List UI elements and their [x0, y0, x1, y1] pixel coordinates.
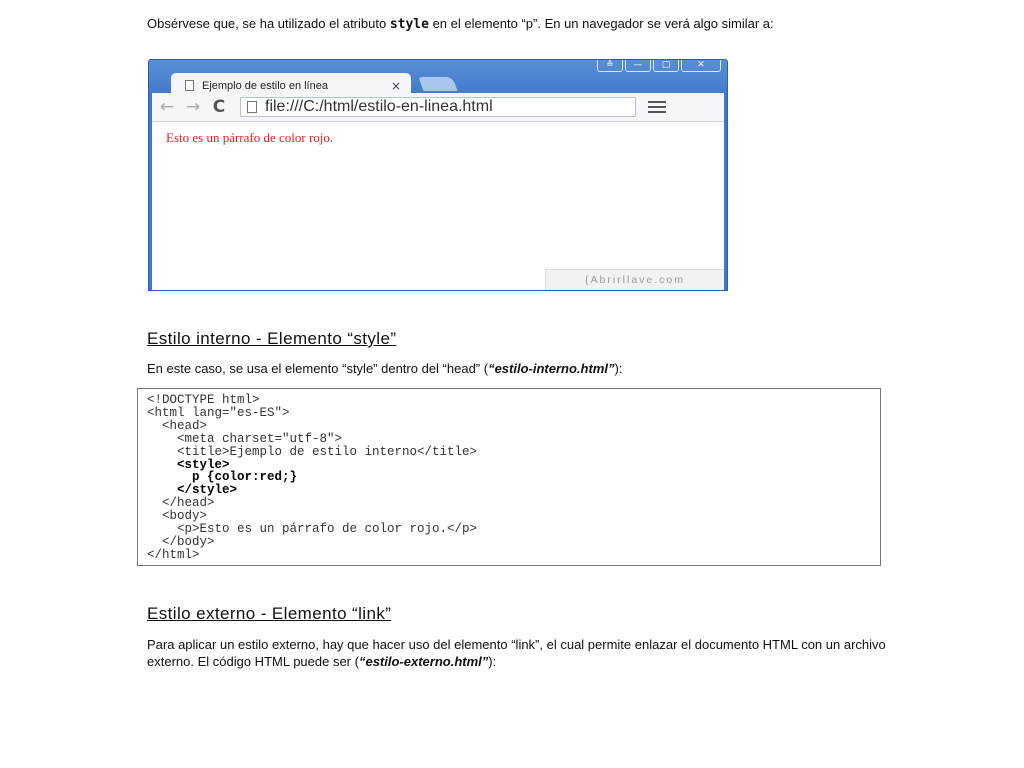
code-line: <!DOCTYPE html> — [147, 393, 260, 407]
code-line: <title>Ejemplo de estilo interno</title> — [147, 444, 478, 459]
code-listing — [147, 394, 880, 562]
watermark: {Abrirllave.com — [545, 269, 724, 290]
code-line: <body> — [147, 509, 208, 524]
section2-text-after: ): — [488, 653, 497, 669]
window-controls — [595, 60, 721, 74]
intro-text-after: en el elemento “p”. En un navegador se verá algo similar a: — [428, 16, 774, 31]
tab-title: Ejemplo de estilo en línea — [202, 79, 328, 92]
intro-paragraph — [147, 16, 887, 34]
minimize-icon: — — [625, 60, 651, 72]
code-line: </head> — [147, 496, 215, 511]
address-bar — [240, 97, 636, 117]
browser-tab — [171, 73, 411, 95]
code-block — [137, 388, 881, 566]
back-arrow-icon: ← — [159, 97, 175, 117]
tab-close-icon: × — [390, 78, 401, 93]
section2-text-before: Para aplicar un estilo externo, hay que hacer uso del elemento “link”, el cual permite enlazar el documento HTML con un archivo externo. El código HTML puede ser ( — [147, 637, 886, 669]
section1-text-before: En este caso, se usa el elemento “style” dentro del “head” ( — [147, 361, 489, 376]
section1-text-after: ): — [614, 361, 623, 376]
new-tab-icon — [418, 77, 457, 91]
user-icon: ≙ — [597, 60, 623, 72]
menu-icon — [648, 101, 666, 113]
section2-paragraph — [147, 637, 887, 670]
forward-arrow-icon: → — [185, 97, 201, 117]
address-url: file:///C:/html/estilo-en-linea.html — [265, 98, 493, 115]
browser-screenshot — [148, 59, 728, 291]
reload-icon: C — [212, 97, 226, 117]
code-line: <meta charset="utf-8"> — [147, 431, 343, 446]
maximize-icon: ▢ — [653, 60, 679, 72]
section1-filename: “estilo-interno.html” — [488, 361, 615, 376]
code-line: <style> — [147, 457, 230, 472]
code-line: </body> — [147, 534, 215, 549]
code-line: </html> — [147, 547, 200, 562]
page-icon — [247, 101, 257, 113]
code-line: </style> — [147, 483, 238, 498]
code-line: <html lang="es-ES"> — [147, 405, 290, 420]
red-paragraph: Esto es un párrafo de color rojo. — [166, 130, 334, 145]
section1-paragraph — [147, 361, 887, 378]
code-line: p {color:red;} — [147, 470, 298, 485]
code-line: <head> — [147, 418, 208, 433]
section2-filename: “estilo-externo.html” — [358, 653, 489, 669]
browser-toolbar — [152, 93, 724, 122]
section-heading-style: Estilo interno - Elemento “style” — [147, 329, 397, 348]
code-line: <p>Esto es un párrafo de color rojo.</p> — [147, 522, 478, 537]
section-heading-link: Estilo externo - Elemento “link” — [147, 604, 392, 623]
page-icon — [185, 80, 194, 91]
intro-attr-code: style — [389, 17, 429, 32]
intro-text-before: Obsérvese que, se ha utilizado el atributo — [147, 16, 390, 31]
browser-viewport — [152, 122, 724, 290]
close-window-icon: ✕ — [681, 60, 721, 72]
